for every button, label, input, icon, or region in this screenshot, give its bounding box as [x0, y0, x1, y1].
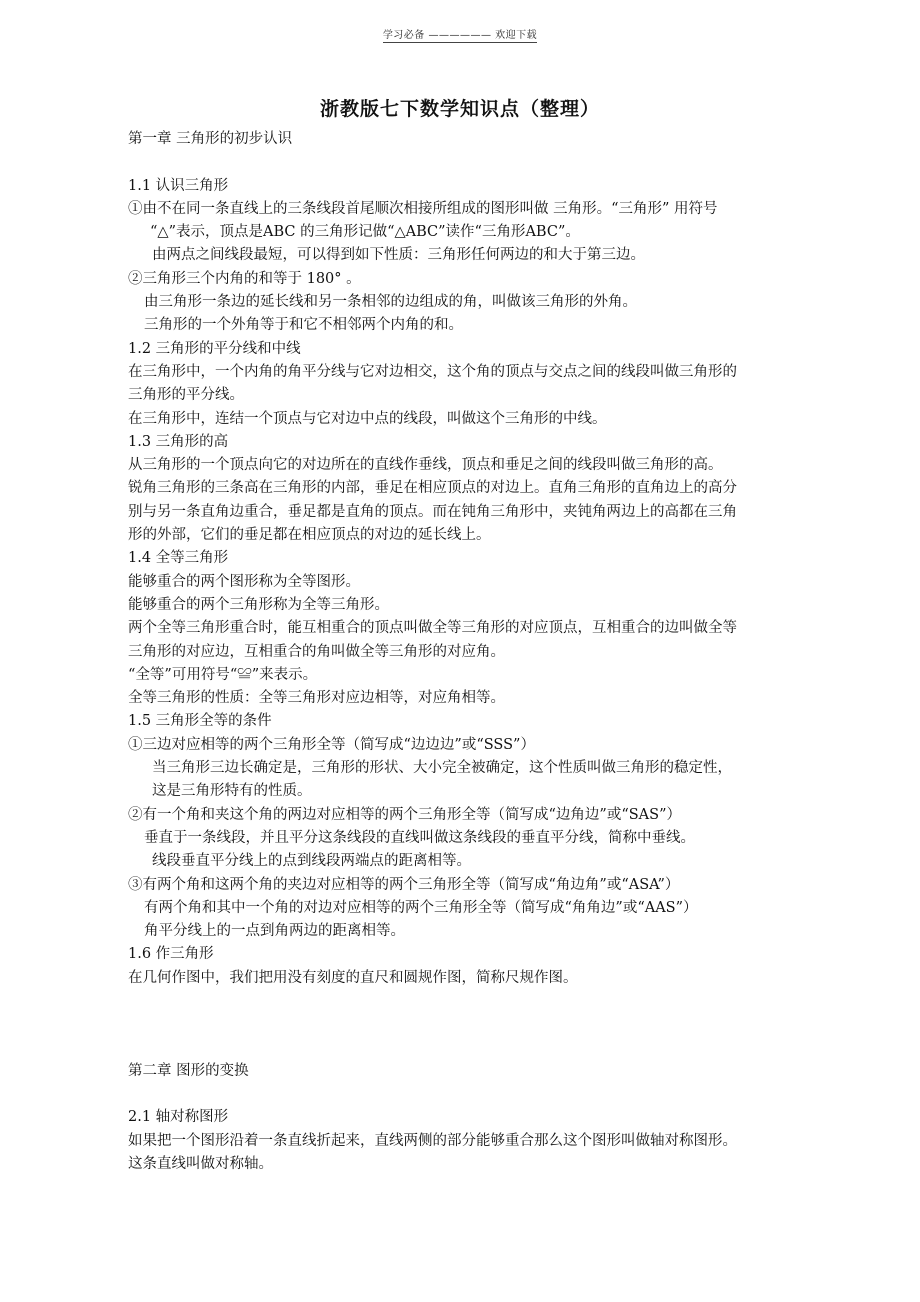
text-line: 当三角形三边长确定是，三角形的形状、大小完全被确定，这个性质叫做三角形的稳定性，: [152, 760, 732, 777]
text-line: 三角形的对应边，互相重合的角叫做全等三角形的对应角。: [128, 643, 505, 660]
text-line: 在三角形中，一个内角的角平分线与它对边相交，这个角的顶点与交点之间的线段叫做三角形的: [128, 363, 737, 380]
text-line: 在三角形中，连结一个顶点与它对边中点的线段，叫做这个三角形的中线。: [128, 410, 607, 427]
text-line: 第一章 三角形的初步认识: [128, 131, 293, 147]
text-line: ③有两个角和这两个角的夹边对应相等的两个三角形全等（简写成“角边角”或“ASA”）: [128, 876, 680, 893]
page-header: [0, 26, 920, 41]
text-line: 由三角形一条边的延长线和另一条相邻的边组成的角，叫做该三角形的外角。: [144, 294, 637, 311]
document-title: 浙教版七下数学知识点（整理）: [319, 98, 600, 120]
text-line: 能够重合的两个图形称为全等图形。: [128, 573, 360, 590]
text-line: 锐角三角形的三条高在三角形的内部，垂足在相应顶点的对边上。直角三角形的直角边上的高分: [128, 480, 737, 497]
text-line: 2.1 轴对称图形: [128, 1109, 229, 1126]
text-line: “△”表示，顶点是ABC 的三角形记做“△ABC”读作“三角形ABC”。: [150, 224, 580, 241]
text-line: 这是三角形特有的性质。: [152, 783, 312, 800]
text-line: 线段垂直平分线上的点到线段两端点的距离相等。: [152, 853, 471, 870]
text-line: 从三角形的一个顶点向它的对边所在的直线作垂线，顶点和垂足之间的线段叫做三角形的高。: [128, 457, 723, 474]
text-line: 全等三角形的性质：全等三角形对应边相等，对应角相等。: [128, 690, 505, 707]
blank-line: [128, 990, 798, 1013]
document-body: [128, 128, 798, 1176]
text-line: 垂直于一条线段，并且平分这条线段的直线叫做这条线段的垂直平分线，简称中垂线。: [144, 829, 695, 846]
text-line: 第二章 图形的变换: [128, 1062, 249, 1079]
blank-line: [128, 1037, 798, 1060]
text-line: 1.2 三角形的平分线和中线: [128, 340, 301, 357]
text-line: 如果把一个图形沿着一条直线折起来，直线两侧的部分能够重合那么这个图形叫做轴对称图形。: [128, 1132, 737, 1149]
text-line: 1.3 三角形的高: [128, 433, 229, 450]
blank-line: [128, 1013, 798, 1036]
text-line: ①三边对应相等的两个三角形全等（简写成“边边边”或“SSS”）: [128, 736, 535, 753]
text-line: 三角形的平分线。: [128, 387, 244, 404]
text-line: “全等”可用符号“≌”来表示。: [128, 666, 318, 683]
header-text: 学习必备 —————— 欢迎下载: [382, 30, 538, 41]
text-line: 三角形的一个外角等于和它不相邻两个内角的和。: [144, 317, 463, 334]
blank-line: [128, 151, 798, 174]
text-line: 形的外部，它们的垂足都在相应顶点的对边的延长线上。: [128, 527, 491, 544]
text-line: ②三角形三个内角的和等于 180° 。: [128, 270, 361, 287]
text-line: ②有一个角和夹这个角的两边对应相等的两个三角形全等（简写成“边角边”或“SAS”）: [128, 806, 681, 823]
text-line: 1.1 认识三角形: [128, 177, 229, 194]
text-line: 能够重合的两个三角形称为全等三角形。: [128, 596, 389, 613]
text-line: 1.4 全等三角形: [128, 550, 229, 567]
text-line: 1.5 三角形全等的条件: [128, 713, 272, 730]
text-line: 由两点之间线段最短，可以得到如下性质：三角形任何两边的和大于第三边。: [152, 247, 645, 264]
text-line: 在几何作图中，我们把用没有刻度的直尺和圆规作图，简称尺规作图。: [128, 969, 578, 986]
text-line: 别与另一条直角边重合，垂足都是直角的顶点。而在钝角三角形中，夹钝角两边上的高都在三角: [128, 503, 737, 520]
text-line: 有两个角和其中一个角的对边对应相等的两个三角形全等（简写成“角角边”或“AAS”）: [144, 899, 698, 916]
text-line: 这条直线叫做对称轴。: [128, 1156, 273, 1173]
blank-line: [128, 1083, 798, 1106]
text-line: 1.6 作三角形: [128, 946, 214, 963]
text-line: ①由不在同一条直线上的三条线段首尾顺次相接所组成的图形叫做 三角形。“三角形” 用符号: [128, 200, 718, 217]
text-line: 角平分线上的一点到角两边的距离相等。: [144, 923, 405, 940]
text-line: 两个全等三角形重合时，能互相重合的顶点叫做全等三角形的对应顶点，互相重合的边叫做全等: [128, 620, 737, 637]
